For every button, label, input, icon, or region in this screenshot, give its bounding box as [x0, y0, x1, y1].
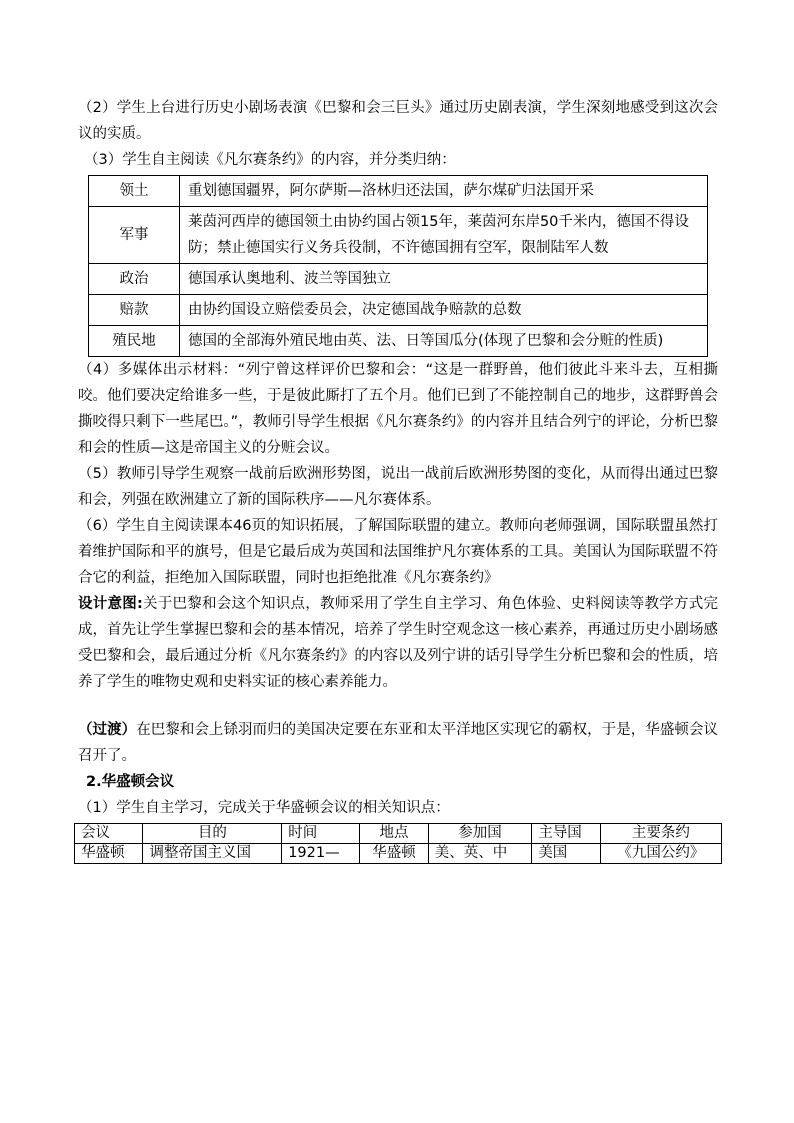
treaty-value: 重划德国疆界，阿尔萨斯—洛林归还法国，萨尔煤矿归法国开采	[180, 176, 708, 207]
treaty-table	[88, 175, 708, 357]
table-row	[89, 207, 708, 264]
data-cell: 《九国公约》	[600, 844, 721, 864]
treaty-key: 殖民地	[89, 326, 180, 357]
header-cell: 时间	[282, 824, 360, 844]
washington-table	[74, 823, 722, 864]
header-cell: 地点	[360, 824, 428, 844]
paragraph-2: （2）学生上台进行历史小剧场表演《巴黎和会三巨头》通过历史剧表演，学生深刻地感受到这次会议的实质。	[78, 100, 718, 142]
document-page	[78, 95, 718, 864]
table-row	[89, 264, 708, 295]
treaty-key: 领土	[89, 176, 180, 207]
transition-paragraph	[78, 717, 718, 769]
washington-intro: （1）学生自主学习，完成关于华盛顿会议的相关知识点：	[78, 800, 450, 816]
header-cell: 参加国	[428, 824, 532, 844]
table-row	[75, 824, 722, 844]
header-cell: 主导国	[532, 824, 600, 844]
header-cell: 会议	[75, 824, 143, 844]
design-intent-text: 关于巴黎和会这个知识点，教师采用了学生自主学习、角色体验、史料阅读等教学方式完成，首先让学生掌握巴黎和会的基本情况，培养了学生时空观念这一核心素养，再通过历史小剧场感受巴黎和会，最后通过分析《凡尔赛条约》的内容以及列宁讲的话引导学生分析巴黎和会的性质，培养了学生的唯物史观和史料实证的核心素养能力。	[78, 596, 718, 690]
treaty-value: 德国的全部海外殖民地由英、法、日等国瓜分(体现了巴黎和会分赃的性质)	[180, 326, 708, 357]
data-cell: 美国	[532, 844, 600, 864]
transition-text: 在巴黎和会上铩羽而归的美国决定要在东亚和太平洋地区实现它的霸权，于是，华盛顿会议召开了。	[78, 722, 718, 764]
data-cell: 华盛顿	[360, 844, 428, 864]
header-cell: 主要条约	[600, 824, 721, 844]
table-row	[89, 326, 708, 357]
paragraph-3: （3）学生自主阅读《凡尔赛条约》的内容，并分类归纳：	[84, 152, 456, 168]
design-intent-label: 设计意图:	[78, 596, 143, 612]
paragraph-5: （5）教师引导学生观察一战前后欧洲形势图，说出一战前后欧洲形势图的变化，从而得出通过巴黎和会，列强在欧洲建立了新的国际秩序——凡尔赛体系。	[78, 466, 718, 508]
data-cell: 华盛顿	[75, 844, 143, 864]
table-row	[75, 844, 722, 864]
design-intent	[78, 591, 718, 695]
treaty-value: 莱茵河西岸的德国领土由协约国占领15年，莱茵河东岸50千米内，德国不得设防；禁止德国实行义务兵役制，不许德国拥有空军，限制陆军人数	[180, 207, 708, 264]
data-cell: 1921—	[282, 844, 360, 864]
table-row	[89, 176, 708, 207]
treaty-key: 政治	[89, 264, 180, 295]
paragraph-4: （4）多媒体出示材料：“列宁曾这样评价巴黎和会：“这是一群野兽，他们彼此斗来斗去，互相撕咬。他们要决定给谁多一些，于是彼此厮打了五个月。他们已到了不能控制自己的地步，这群野兽会撕咬得只剩下一些尾巴。”，教师引导学生根据《凡尔赛条约》的内容并且结合列宁的评论，分析巴黎和会的性质—这是帝国主义的分赃会议。	[78, 362, 718, 456]
data-cell: 美、英、中	[428, 844, 532, 864]
transition-label: （过渡）	[78, 722, 137, 738]
treaty-value: 德国承认奥地利、波兰等国独立	[180, 264, 708, 295]
treaty-key: 军事	[89, 207, 180, 264]
table-row	[89, 295, 708, 326]
treaty-key: 赔款	[89, 295, 180, 326]
treaty-value: 由协约国设立赔偿委员会，决定德国战争赔款的总数	[180, 295, 708, 326]
data-cell: 调整帝国主义国	[143, 844, 282, 864]
header-cell: 目的	[143, 824, 282, 844]
paragraph-6: （6）学生自主阅读课本46页的知识拓展，了解国际联盟的建立。教师向老师强调，国际联盟虽然打着维护国际和平的旗号，但是它最后成为英国和法国维护凡尔赛体系的工具。美国认为国际联盟不符合它的利益，拒绝加入国际联盟，同时也拒绝批准《凡尔赛条约》	[78, 518, 718, 586]
section-heading: 2.华盛顿会议	[86, 774, 175, 790]
